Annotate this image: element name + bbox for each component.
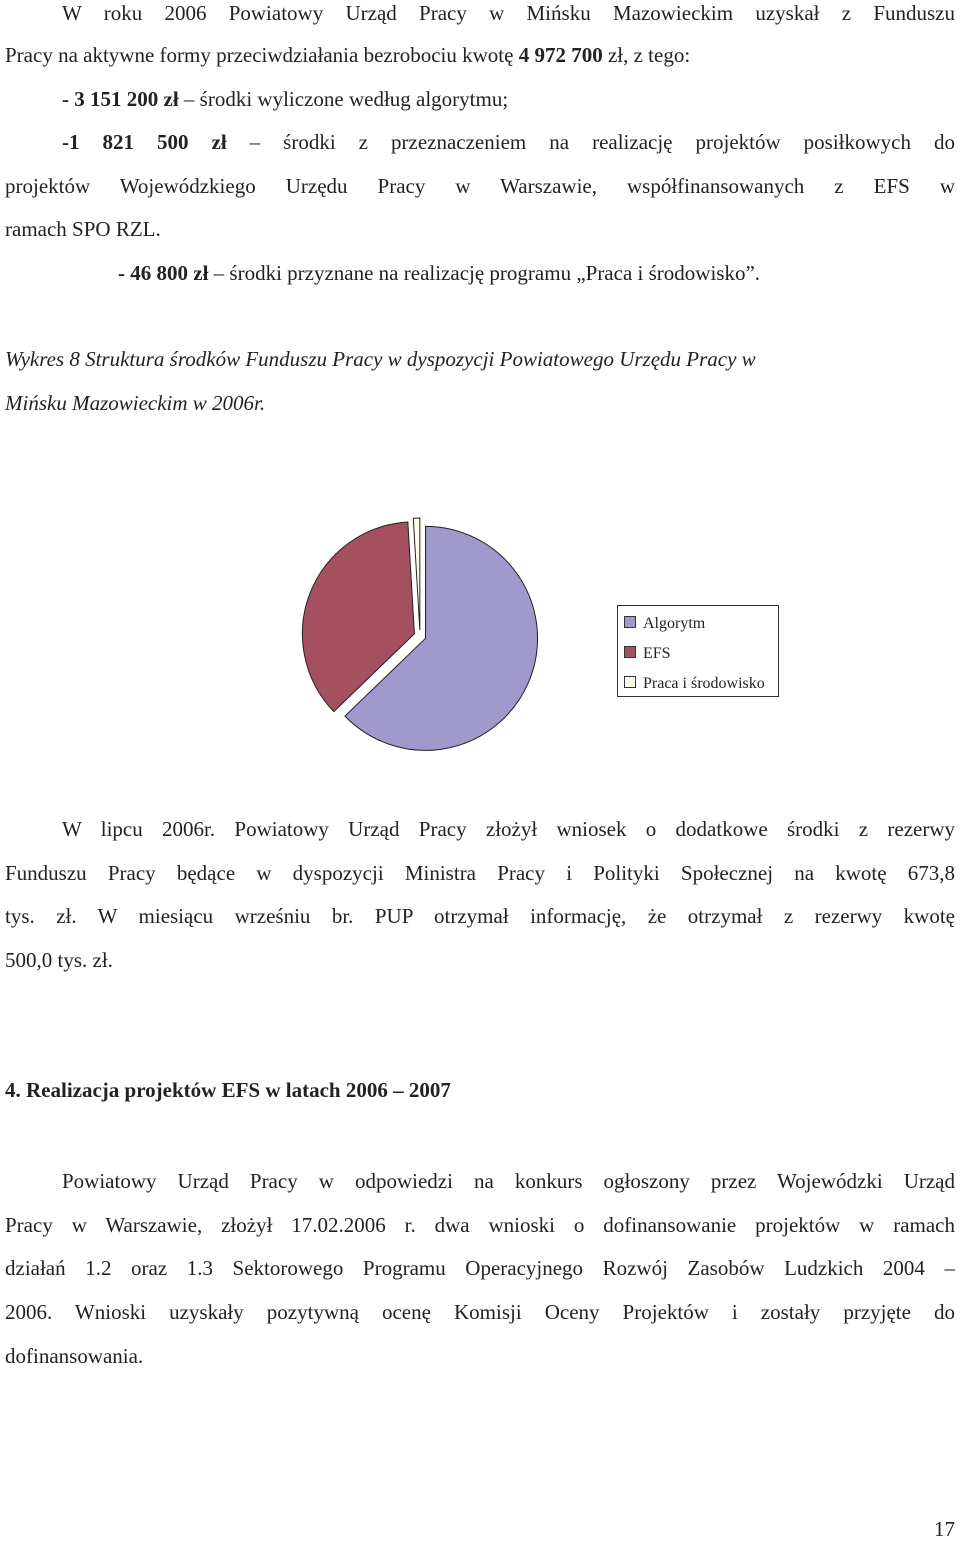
chart-caption-line-2: Mińsku Mazowieckim w 2006r. (5, 391, 266, 415)
page-number: 17 (934, 1517, 955, 1541)
paragraph-2-line-3: tys. zł. W miesiącu wrześniu br. PUP otrzymał informację, że otrzymał z rezerwy kwotę (5, 904, 955, 928)
legend-label-praca: Praca i środowisko (643, 675, 765, 692)
legend-item-praca (624, 674, 765, 694)
total-amount: 4 972 700 (518, 43, 603, 67)
pie-slice-praca (413, 518, 420, 630)
p1-text-a: Pracy na aktywne formy przeciwdziałania bezrobociu kwotę (5, 43, 519, 67)
legend-item-efs (624, 644, 671, 664)
item-efs-line-2: projektów Wojewódzkiego Urzędu Pracy w Warszawie, współfinansowanych z EFS w (5, 174, 955, 198)
chart-legend (617, 605, 779, 697)
item-praca-amount: - 46 800 zł (118, 261, 209, 285)
item-efs-line-3: ramach SPO RZL. (5, 217, 161, 241)
legend-swatch-efs (624, 646, 636, 658)
legend-swatch-algorytm (624, 616, 636, 628)
paragraph-3-line-5: dofinansowania. (5, 1344, 144, 1368)
legend-label-efs: EFS (643, 645, 671, 662)
paragraph-1-line-1: W roku 2006 Powiatowy Urząd Pracy w Mińsku Mazowieckim uzyskał z Funduszu (62, 1, 955, 25)
p1-text-c: zł, z tego: (602, 43, 691, 67)
item-algorytm-text: – środki wyliczone według algorytmu; (178, 87, 509, 111)
legend-item-algorytm (624, 614, 705, 634)
item-praca-text: – środki przyznane na realizację programu „Praca i środowisko”. (208, 261, 761, 285)
chart-caption-line-1: Wykres 8 Struktura środków Funduszu Pracy w dyspozycji Powiatowego Urzędu Pracy w (5, 347, 756, 371)
section-heading: 4. Realizacja projektów EFS w latach 2006 – 2007 (5, 1078, 451, 1102)
item-efs-amount: -1 821 500 zł (62, 130, 227, 154)
paragraph-3-line-4: 2006. Wnioski uzyskały pozytywną ocenę Komisji Oceny Projektów i zostały przyjęte do (5, 1300, 955, 1324)
paragraph-3-line-2: Pracy w Warszawie, złożył 17.02.2006 r. dwa wnioski o dofinansowanie projektów w ramach (5, 1213, 955, 1237)
paragraph-3-line-3: działań 1.2 oraz 1.3 Sektorowego Programu Operacyjnego Rozwój Zasobów Ludzkich 2004 – (5, 1256, 955, 1280)
paragraph-3-line-1: Powiatowy Urząd Pracy w odpowiedzi na konkurs ogłoszony przez Wojewódzki Urząd (62, 1169, 955, 1193)
legend-swatch-praca (624, 676, 636, 688)
paragraph-2-line-4: 500,0 tys. zł. (5, 948, 113, 972)
paragraph-2-line-1: W lipcu 2006r. Powiatowy Urząd Pracy złożył wniosek o dodatkowe środki z rezerwy (62, 817, 955, 841)
legend-label-algorytm: Algorytm (643, 615, 706, 632)
item-algorytm-amount: - 3 151 200 zł (62, 87, 179, 111)
item-efs-text: – środki z przeznaczeniem na realizację projektów posiłkowych do (226, 130, 955, 154)
paragraph-2-line-2: Funduszu Pracy będące w dyspozycji Ministra Pracy i Polityki Społecznej na kwotę 673,8 (5, 861, 955, 885)
